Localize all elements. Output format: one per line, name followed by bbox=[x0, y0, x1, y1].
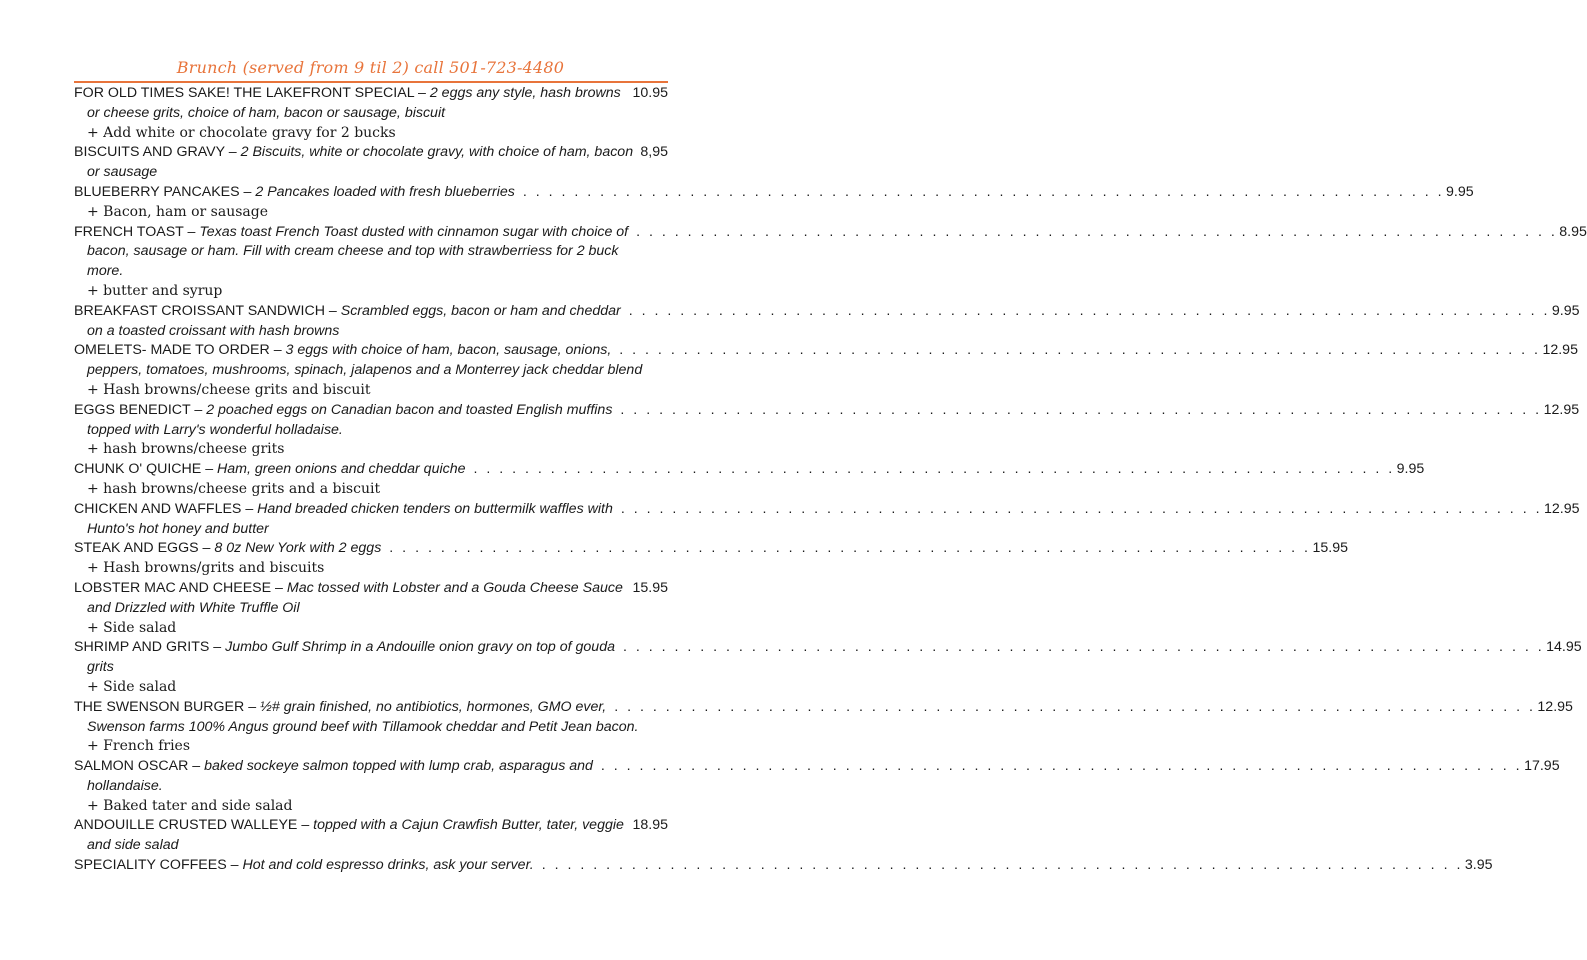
name-dash: – bbox=[241, 500, 258, 517]
menu-item-first-line bbox=[74, 856, 1493, 876]
menu-item bbox=[74, 500, 1580, 540]
menu-item-first-line bbox=[74, 500, 1580, 520]
menu-item bbox=[74, 539, 1348, 579]
menu-item-description: Ham, green onions and cheddar quiche bbox=[217, 461, 466, 478]
menu-item-first-line bbox=[74, 401, 1580, 421]
menu-item-description-cont: or sausage bbox=[87, 164, 158, 181]
menu-item-name: BLUEBERRY PANCAKES bbox=[74, 183, 240, 200]
menu-item bbox=[74, 698, 1573, 757]
menu-item-name: STEAK AND EGGS bbox=[74, 540, 199, 557]
menu-item-description: Jumbo Gulf Shrimp in a Andouille onion gravy on top of gouda bbox=[225, 639, 615, 656]
menu-item-description: 2 Biscuits, white or chocolate gravy, with choice of ham, bacon bbox=[240, 144, 634, 161]
menu-item-description: baked sockeye salmon topped with lump crab, asparagus and bbox=[204, 758, 593, 775]
menu-item-price: 3.95 bbox=[1464, 857, 1493, 874]
dot-leader: . . . . . . . . . . . . . . . . . . . . . . . . . . . . . . . . . . . . . . . . . . . . . . . . . . . . . . . . . . . . . . . . . . . . . . . . bbox=[600, 758, 1523, 775]
menu-item bbox=[74, 638, 1582, 697]
menu-item-name: ANDOUILLE CRUSTED WALLEYE bbox=[74, 817, 298, 834]
name-dash: – bbox=[324, 302, 341, 319]
menu-item-description: 3 eggs with choice of ham, bacon, sausage, onions, bbox=[285, 342, 612, 359]
dot-leader: . . . . . . . . . . . . . . . . . . . . . . . . . . . . . . . . . . . . . . . . . . . . . . . . . . . . . . . . . . . . . . . . . . . . . . . . bbox=[620, 401, 1542, 418]
name-dash: – bbox=[201, 461, 218, 478]
menu-item-name: SHRIMP AND GRITS bbox=[74, 639, 210, 656]
menu-item-addon: + Hash browns/cheese grits and biscuit bbox=[87, 381, 371, 398]
menu-item-first-line bbox=[74, 757, 1560, 777]
menu-item-price: 12.95 bbox=[1543, 401, 1580, 418]
name-dash: – bbox=[226, 857, 243, 874]
menu-item-description: Texas toast French Toast dusted with cinnamon sugar with choice of bbox=[199, 223, 629, 240]
dot-leader: . . . . . . . . . . . . . . . . . . . . . . . . . . . . . . . . . . . . . . . . . . . . . . . . . . . . . . . . . . . . . . . . . . . . . . . . bbox=[522, 183, 1445, 200]
menu-item-first-line bbox=[74, 302, 1580, 322]
menu-item-first-line bbox=[74, 698, 1573, 718]
name-dash: – bbox=[271, 579, 287, 596]
menu-item-first-line bbox=[74, 539, 1348, 559]
menu-item-description: 8 0z New York with 2 eggs bbox=[214, 540, 382, 557]
menu-item bbox=[74, 579, 668, 638]
menu-item-description: Mac tossed with Lobster and a Gouda Cheese Sauce bbox=[286, 579, 623, 596]
name-dash: – bbox=[224, 144, 241, 161]
menu-item bbox=[74, 302, 1580, 342]
menu-item bbox=[74, 460, 1425, 500]
menu-item-description-cont: topped with Larry's wonderful holladaise. bbox=[87, 421, 343, 438]
menu-item-price: 12.95 bbox=[1542, 342, 1578, 359]
menu-item bbox=[74, 183, 1474, 223]
menu-item-first-line bbox=[74, 143, 668, 163]
menu-item-name: OMELETS- MADE TO ORDER bbox=[74, 342, 270, 359]
menu-item-price: 12.95 bbox=[1537, 698, 1573, 715]
menu-item-addon: + Bacon, ham or sausage bbox=[87, 203, 268, 220]
menu-item bbox=[74, 341, 1578, 400]
menu-items bbox=[74, 84, 1587, 876]
menu-item-first-line bbox=[74, 816, 668, 836]
name-dash: – bbox=[183, 223, 200, 240]
menu-item-first-line bbox=[74, 84, 668, 104]
menu-item-price: 9.95 bbox=[1396, 461, 1425, 478]
name-dash: – bbox=[239, 183, 256, 200]
menu-item-name: THE SWENSON BURGER bbox=[74, 698, 245, 715]
dot-leader: . . . . . . . . . . . . . . . . . . . . . . . . . . . . . . . . . . . . . . . . . . . . . . . . . . . . . . . . . . . . . . . . . . . . . . . . bbox=[389, 540, 1311, 557]
menu-item-price: 15.95 bbox=[1312, 540, 1348, 557]
menu-item-addon: + Baked tater and side salad bbox=[87, 797, 293, 814]
menu-item-addon: + hash browns/cheese grits bbox=[87, 441, 285, 458]
dot-leader: . . . . . . . . . . . . . . . . . . . . . . . . . . . . . . . . . . . . . . . . . . . . . . . . . . . . . . . . . . . . . . . . . . . . . . . . bbox=[636, 223, 1558, 240]
menu-item-description-cont: peppers, tomatoes, mushrooms, spinach, jalapenos and a Monterrey jack cheddar blend bbox=[87, 362, 643, 379]
name-dash: – bbox=[188, 758, 205, 775]
menu-item bbox=[74, 856, 1493, 876]
menu-item bbox=[74, 757, 1560, 816]
menu-item-name: SPECIALITY COFFEES bbox=[74, 857, 227, 874]
menu-item-description-cont: more. bbox=[87, 263, 124, 280]
dot-leader: . . . . . . . . . . . . . . . . . . . . . . . . . . . . . . . . . . . . . . . . . . . . . . . . . . . . . . . . . . . . . . . . . . . . . . . . bbox=[628, 302, 1550, 319]
menu-item-addon: + Add white or chocolate gravy for 2 bucks bbox=[87, 124, 396, 141]
menu-item-description: 2 poached eggs on Canadian bacon and toasted English muffins bbox=[206, 401, 613, 418]
menu-item bbox=[74, 143, 668, 183]
menu-item-price: 14.95 bbox=[1546, 639, 1582, 656]
menu-item-description-cont: Hunto's hot honey and butter bbox=[87, 520, 269, 537]
menu-item-description-cont: on a toasted croissant with hash browns bbox=[87, 322, 340, 339]
menu-item-first-line bbox=[74, 183, 1474, 203]
menu-item-description: ½# grain finished, no antibiotics, hormones, GMO ever, bbox=[260, 698, 607, 715]
menu-item bbox=[74, 401, 1580, 460]
menu-item-addon: + hash browns/cheese grits and a biscuit bbox=[87, 480, 381, 497]
name-dash: – bbox=[244, 698, 261, 715]
menu-item-description-cont: or cheese grits, choice of ham, bacon or sausage, biscuit bbox=[87, 104, 446, 121]
menu-item-name: FOR OLD TIMES SAKE! THE LAKEFRONT SPECIAL bbox=[74, 85, 415, 101]
menu-item-description-cont: hollandaise. bbox=[87, 777, 163, 794]
menu-item bbox=[74, 816, 668, 856]
menu-item-name: CHICKEN AND WAFFLES bbox=[74, 500, 242, 517]
menu-item-addon: + French fries bbox=[87, 738, 191, 755]
dot-leader: . . . . . . . . . . . . . . . . . . . . . . . . . . . . . . . . . . . . . . . . . . . . . . . . . . . . . . . . . . . . . . . . . . . . . . . . bbox=[622, 639, 1545, 656]
menu-item-description: Hot and cold espresso drinks, ask your server. bbox=[242, 857, 534, 874]
menu-item-addon: + Side salad bbox=[87, 619, 177, 636]
dot-leader: . . . . . . . . . . . . . . . . . . . . . . . . . . . . . . . . . . . . . . . . . . . . . . . . . . . . . . . . . . . . . . . . . . . . . . . . bbox=[620, 500, 1543, 517]
menu-item-price: 8.95 bbox=[1559, 223, 1587, 240]
menu-item-price: 18.95 bbox=[632, 817, 668, 834]
menu-item-price: 8,95 bbox=[640, 144, 668, 161]
menu-item-price: 10.95 bbox=[632, 85, 668, 101]
menu-item-description: topped with a Cajun Crawfish Butter, tater, veggie bbox=[313, 817, 624, 834]
menu-item-description-cont: and side salad bbox=[87, 837, 179, 854]
menu-item-name: CHUNK O' QUICHE bbox=[74, 461, 202, 478]
name-dash: – bbox=[209, 639, 226, 656]
menu-item-description-cont: bacon, sausage or ham. Fill with cream cheese and top with strawberriess for 2 buck bbox=[87, 243, 619, 260]
dot-leader: . . . . . . . . . . . . . . . . . . . . . . . . . . . . . . . . . . . . . . . . . . . . . . . . . . . . . . . . . . . . . . . . . . . . . . . . bbox=[614, 698, 1536, 715]
menu-item-price: 15.95 bbox=[632, 579, 668, 596]
brunch-heading: Brunch (served from 9 til 2) call 501-723-4480 bbox=[176, 58, 565, 77]
menu-item-first-line bbox=[74, 223, 1587, 243]
menu-item-name: LOBSTER MAC AND CHEESE bbox=[74, 579, 272, 596]
menu-item-price: 17.95 bbox=[1524, 758, 1560, 775]
menu-item-price: 9.95 bbox=[1551, 302, 1580, 319]
menu-item-price: 12.95 bbox=[1544, 500, 1580, 517]
menu-item-price: 9.95 bbox=[1446, 183, 1474, 200]
menu-item-description: 2 Pancakes loaded with fresh blueberries bbox=[255, 183, 515, 200]
menu-item-description-cont: Swenson farms 100% Angus ground beef with Tillamook cheddar and Petit Jean bacon. bbox=[87, 718, 639, 735]
menu-item-description: Hand breaded chicken tenders on buttermilk waffles with bbox=[257, 500, 613, 517]
menu-item-first-line bbox=[74, 579, 668, 599]
heading-rule bbox=[74, 81, 668, 83]
menu-item-description-cont: grits bbox=[87, 659, 114, 676]
menu-item-addon: + Side salad bbox=[87, 678, 177, 695]
name-dash: – bbox=[198, 540, 215, 557]
menu-item-name: BREAKFAST CROISSANT SANDWICH bbox=[74, 302, 325, 319]
name-dash: – bbox=[190, 401, 207, 418]
menu-item-name: BISCUITS AND GRAVY bbox=[74, 144, 225, 161]
name-dash: – bbox=[297, 817, 314, 834]
menu-item-name: SALMON OSCAR bbox=[74, 758, 189, 775]
menu-item-name: EGGS BENEDICT bbox=[74, 401, 191, 418]
menu-item bbox=[74, 223, 1587, 302]
menu-item-description: 2 eggs any style, hash browns bbox=[429, 85, 621, 101]
menu-item-description: Scrambled eggs, bacon or ham and cheddar bbox=[340, 302, 621, 319]
menu-item-first-line bbox=[74, 341, 1578, 361]
menu-item-name: FRENCH TOAST bbox=[74, 223, 184, 240]
dot-leader: . . . . . . . . . . . . . . . . . . . . . . . . . . . . . . . . . . . . . . . . . . . . . . . . . . . . . . . . . . . . . . . . . . . . . . . . bbox=[473, 461, 1395, 478]
menu-item-first-line bbox=[74, 460, 1425, 480]
menu-item-addon: + butter and syrup bbox=[87, 282, 223, 299]
name-dash: – bbox=[414, 85, 430, 101]
menu-item-addon: + Hash browns/grits and biscuits bbox=[87, 560, 325, 577]
menu-item bbox=[74, 84, 668, 143]
dot-leader: . . . . . . . . . . . . . . . . . . . . . . . . . . . . . . . . . . . . . . . . . . . . . . . . . . . . . . . . . . . . . . . . . . . . . . . . bbox=[541, 857, 1463, 874]
menu-item-description-cont: and Drizzled with White Truffle Oil bbox=[87, 599, 300, 616]
name-dash: – bbox=[269, 342, 286, 359]
menu-item-first-line bbox=[74, 638, 1582, 658]
dot-leader: . . . . . . . . . . . . . . . . . . . . . . . . . . . . . . . . . . . . . . . . . . . . . . . . . . . . . . . . . . . . . . . . . . . . . . . . bbox=[619, 342, 1541, 359]
